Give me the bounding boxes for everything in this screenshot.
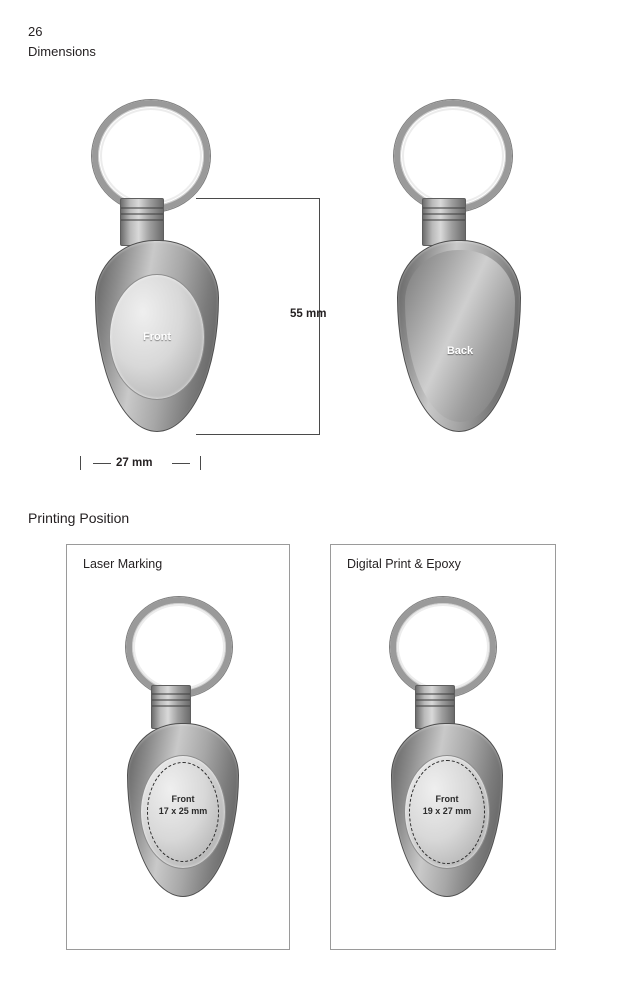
print-area-face-laser: Front [171, 794, 195, 804]
keyring-digital-illustration [369, 597, 519, 927]
split-ring-highlight-back [402, 108, 504, 204]
print-area-size-digital: 19 x 27 mm [422, 806, 472, 816]
split-ring-highlight-digital [397, 604, 489, 690]
width-dim-tick-left [80, 456, 81, 470]
print-area-size-laser: 17 x 25 mm [158, 806, 208, 816]
split-ring-highlight-laser [133, 604, 225, 690]
keyring-neck [120, 198, 164, 246]
front-face-label: Front [142, 331, 172, 343]
back-face-label: Back [446, 345, 474, 357]
printing-position-heading: Printing Position [28, 510, 130, 526]
print-area-label-digital [409, 793, 485, 817]
keyring-laser-illustration [105, 597, 255, 927]
print-box-title-laser: Laser Marking [83, 557, 163, 571]
width-dim-line-right [172, 463, 190, 464]
height-dim-bottom-leader [196, 434, 320, 435]
height-dim-label: 55 mm [290, 308, 327, 320]
keyring-front-illustration [76, 100, 226, 440]
keyring-back-illustration [378, 100, 528, 440]
print-box-digital-print-epoxy [330, 544, 556, 950]
keyring-neck-back [422, 198, 466, 246]
print-box-laser-marking [66, 544, 290, 950]
page-header [28, 22, 96, 62]
width-dim-tick-right [200, 456, 201, 470]
print-area-label-laser [147, 793, 219, 817]
width-dim-line-left [93, 463, 111, 464]
height-dim-top-leader [196, 198, 320, 199]
page-number: 26 [28, 24, 43, 39]
print-box-title-digital: Digital Print & Epoxy [347, 557, 461, 571]
section-title: Dimensions [28, 44, 96, 59]
print-area-face-digital: Front [435, 794, 459, 804]
split-ring-highlight [100, 108, 202, 204]
width-dim-label: 27 mm [116, 457, 153, 469]
